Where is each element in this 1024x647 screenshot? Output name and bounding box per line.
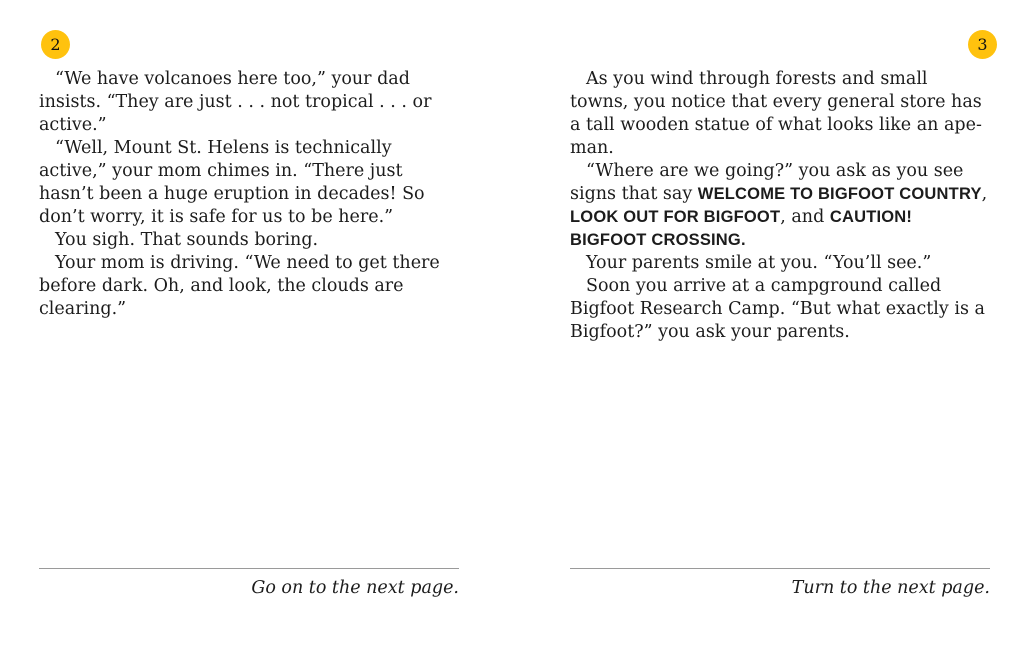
right-paragraph-2-separator-1: , — [981, 184, 988, 204]
right-paragraph-2-text: “Where are we going?” you ask as you see signs that say — [570, 161, 964, 204]
page-right — [512, 0, 1024, 647]
left-paragraph-1: “We have volcanoes here too,” your dad insists. “They are just . . . not tropical . . . or active.” — [39, 69, 432, 135]
right-page-footer — [570, 568, 990, 598]
right-paragraph-1: As you wind through forests and small towns, you notice that every general store has a tall wooden statue of what looks like an ape-man. — [570, 69, 982, 158]
left-paragraph-3: You sigh. That sounds boring. — [55, 230, 319, 250]
left-footer-instruction: Go on to the next page. — [251, 578, 459, 598]
sign-look-out-for-bigfoot: LOOK OUT FOR BIGFOOT — [570, 208, 781, 226]
sign-caution-bigfoot-crossing: CAUTION! BIGFOOT CROSSING. — [570, 208, 913, 249]
right-footer-rule — [570, 568, 990, 569]
right-paragraph-2-separator-2: , and — [780, 207, 830, 227]
left-paragraph-2: “Well, Mount St. Helens is technically active,” your mom chimes in. “There just hasn’t been a huge eruption in decades! So don’t worry, it is safe for us to be here.” — [39, 138, 425, 227]
page-number-right: 3 — [977, 35, 988, 54]
left-text-block — [39, 68, 459, 321]
page-number-badge-right — [968, 30, 997, 59]
right-footer-instruction: Turn to the next page. — [791, 578, 990, 598]
right-text-block — [570, 68, 990, 344]
left-page-footer — [39, 568, 459, 598]
sign-welcome-to-bigfoot-country: WELCOME TO BIGFOOT COUNTRY — [697, 185, 982, 203]
right-paragraph-3: Your parents smile at you. “You’ll see.” — [586, 253, 932, 273]
right-paragraph-2 — [570, 160, 990, 252]
page-number-left: 2 — [50, 35, 61, 54]
left-paragraph-4: Your mom is driving. “We need to get there before dark. Oh, and look, the clouds are clearing.” — [39, 253, 440, 319]
left-footer-rule — [39, 568, 459, 569]
right-paragraph-4: Soon you arrive at a campground called Bigfoot Research Camp. “But what exactly is a Bigfoot?” you ask your parents. — [570, 276, 985, 342]
page-number-badge-left — [41, 30, 70, 59]
